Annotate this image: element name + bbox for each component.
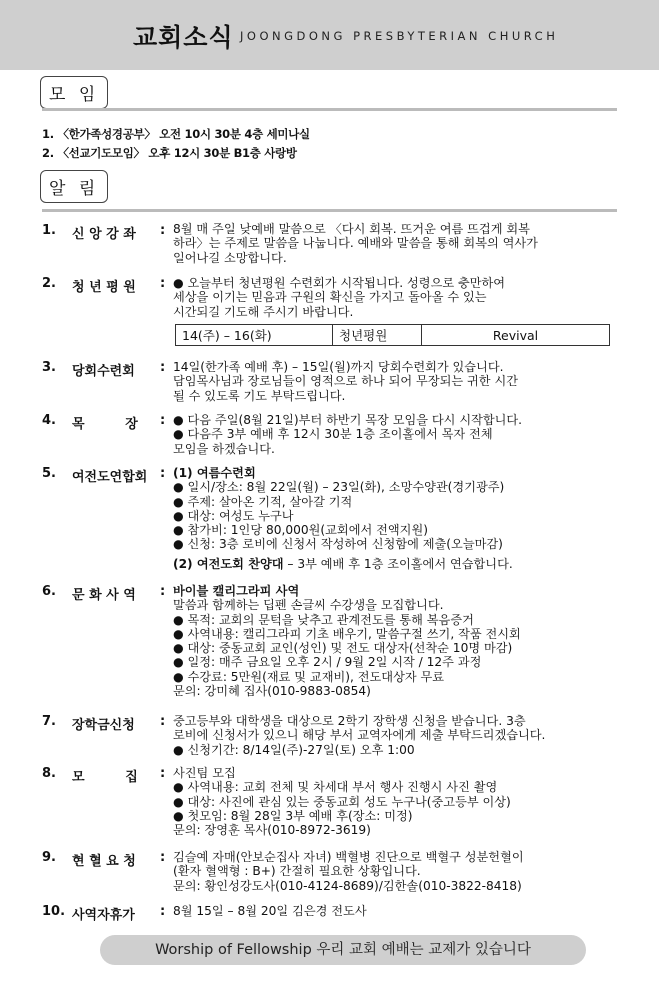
notice-colon: : bbox=[160, 276, 166, 291]
notice-title: 당회수련회 bbox=[72, 364, 135, 379]
notice-title: 문 화 사 역 bbox=[72, 588, 136, 603]
notice-body-7: 중고등부와 대학생을 대상으로 2학기 장학생 신청을 받습니다. 3층 로비에 신청서가 있으니 해당 부서 교역자에게 제출 부탁드리겠습니다. ● 신청기간: 8/14일(주)-27일(토) 오후 1:00 bbox=[173, 714, 546, 757]
notice-colon: : bbox=[160, 714, 166, 729]
schedule-table bbox=[175, 324, 610, 346]
notice-colon: : bbox=[160, 223, 166, 238]
notice-title: 모 집 bbox=[72, 770, 138, 785]
notice-body-10: 8월 15일 – 8월 20일 김은경 전도사 bbox=[173, 904, 367, 918]
page-header bbox=[0, 0, 659, 70]
notice-colon: : bbox=[160, 904, 166, 919]
meetings-section-label: 모 임 bbox=[40, 76, 108, 109]
notice-colon: : bbox=[160, 360, 166, 375]
notice-number: 4. bbox=[42, 413, 56, 428]
notice-title: 목 장 bbox=[72, 417, 138, 432]
church-name: JOONGDONG PRESBYTERIAN CHURCH bbox=[240, 29, 559, 43]
footer-banner: Worship of Fellowship 우리 교회 예배는 교제가 있습니다 bbox=[100, 935, 586, 965]
notice-body-4: ● 다음 주일(8월 21일)부터 하반기 목장 모임을 다시 시작합니다. ● 다음주 3부 예배 후 12시 30분 1층 조이홀에서 목자 전체 모임을 하겠습니다. bbox=[173, 413, 523, 456]
notice-number: 2. bbox=[42, 276, 56, 291]
notice-body-3: 14일(한가족 예배 후) – 15일(월)까지 당회수련회가 있습니다. 담임목사님과 장로님들이 영적으로 하나 되어 무장되는 귀한 시간 될 수 있도록 기도 부탁드립니다. bbox=[173, 360, 518, 403]
schedule-theme: Revival bbox=[422, 325, 610, 346]
notice-colon: : bbox=[160, 584, 166, 599]
notice-body-5: (1) 여름수련회 ● 일시/장소: 8월 22일(월) – 23일(화), 소망수양관(경기광주) ● 주제: 살아온 기적, 살아갈 기적 ● 대상: 여성도 누구나 ● 참가비: 1인당 80,000원(교회에서 전액지원) ● 신청: 3층 로비에 신청서 작성하여 신청함에 제출(오늘마감) (2) 여전도회 찬양대 – 3부 예배 후 1층 조이홀에서 연습합니다. bbox=[173, 466, 513, 571]
notice-body-2: ● 오늘부터 청년평원 수련회가 시작됩니다. 성령으로 충만하여 세상을 이기는 믿음과 구원의 확신을 가지고 돌아올 수 있는 시간되길 기도해 주시기 바랍니다. bbox=[173, 276, 506, 319]
notices-divider bbox=[42, 209, 617, 212]
notice-number: 10. bbox=[42, 904, 66, 919]
notice-title: 신 앙 강 좌 bbox=[72, 227, 136, 242]
notice-number: 3. bbox=[42, 360, 56, 375]
notice-body-9: 김슬예 자매(안보순집사 자녀) 백혈병 진단으로 백혈구 성분헌혈이 (환자 혈액형 : B+) 간절히 필요한 상황입니다. 문의: 황인성강도사(010-4124-8689)/김한솔(010-3822-8418) bbox=[173, 850, 524, 893]
notice-title: 장학금신청 bbox=[72, 718, 135, 733]
notice-body-8: 사진팀 모집 ● 사역내용: 교회 전체 및 차세대 부서 행사 진행시 사진 촬영 ● 대상: 사진에 관심 있는 중동교회 성도 누구나(중고등부 이상) ● 첫모임: 8월 28일 3부 예배 후(장소: 미정) 문의: 장영훈 목사(010-8972-3619) bbox=[173, 766, 511, 838]
notice-number: 9. bbox=[42, 850, 56, 865]
notice-colon: : bbox=[160, 766, 166, 781]
page-title: 교회소식 bbox=[133, 23, 234, 52]
notice-number: 8. bbox=[42, 766, 56, 781]
notices-section-label: 알 림 bbox=[40, 170, 108, 203]
notice-colon: : bbox=[160, 413, 166, 428]
meeting-item-2: 2. 〈선교기도모임〉 오후 12시 30분 B1층 사랑방 bbox=[42, 146, 297, 160]
notice-colon: : bbox=[160, 466, 166, 481]
meeting-item-1: 1. 〈한가족성경공부〉 오전 10시 30분 4층 세미나실 bbox=[42, 127, 310, 141]
schedule-group: 청년평원 bbox=[333, 325, 422, 346]
notice-title: 청 년 평 원 bbox=[72, 280, 136, 295]
notice-title: 여전도연합회 bbox=[72, 470, 148, 485]
schedule-date: 14(주) – 16(화) bbox=[176, 325, 333, 346]
notice-body-1: 8월 매 주일 낮예배 말씀으로 〈다시 회복. 뜨거운 여름 뜨겁게 회복 하라〉는 주제로 말씀을 나눕니다. 예배와 말씀을 통해 회복의 역사가 일어나길 소망합니다. bbox=[173, 222, 538, 265]
notice-number: 5. bbox=[42, 466, 56, 481]
notice-number: 7. bbox=[42, 714, 56, 729]
notice-colon: : bbox=[160, 850, 166, 865]
notice-title: 현 혈 요 청 bbox=[72, 854, 136, 869]
notice-body-6: 바이블 캘리그라피 사역 말씀과 함께하는 딥펜 손글씨 수강생을 모집합니다. ● 목적: 교회의 문턱을 낮추고 관계전도를 통해 복음증거 ● 사역내용: 캘리그라피 기초 배우기, 말씀구절 쓰기, 작품 전시회 ● 대상: 중동교회 교인(성인) 및 전도 대상자(선착순 10명 마감) ● 일정: 매주 금요일 오후 2시 / 9월 2일 시작 / 12주 과정 ● 수강료: 5만원(재료 및 교재비), 전도대상자 무료 문의: 강미혜 집사(010-9883-0854) bbox=[173, 584, 521, 699]
notice-title: 사역자휴가 bbox=[72, 908, 135, 923]
notice-number: 6. bbox=[42, 584, 56, 599]
notice-number: 1. bbox=[42, 223, 56, 238]
meetings-divider bbox=[42, 108, 617, 111]
